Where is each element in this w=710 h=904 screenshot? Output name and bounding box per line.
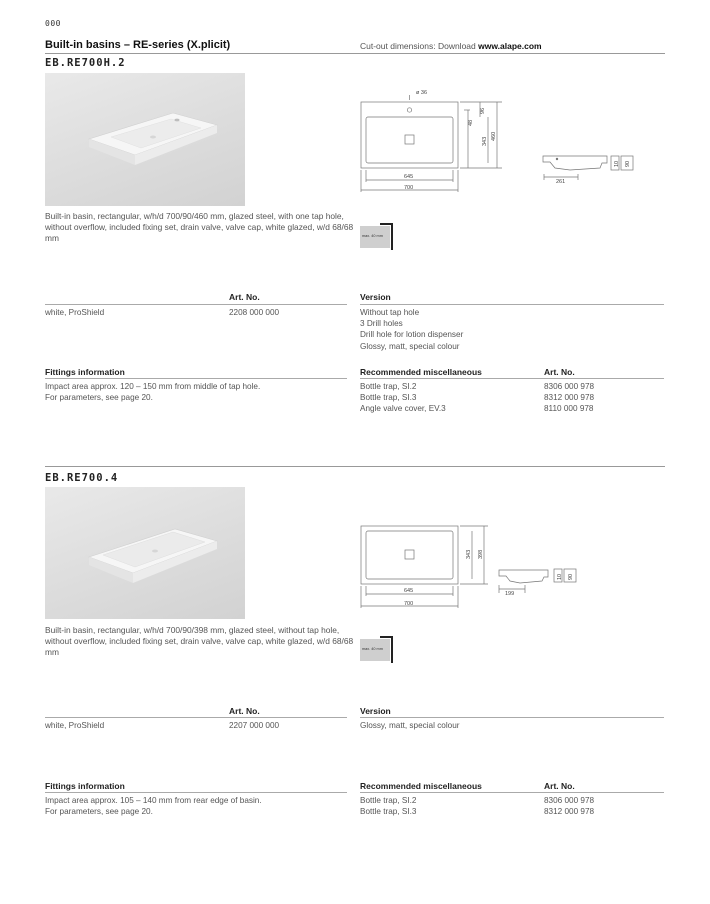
dim-tap: ø 36 <box>416 90 428 96</box>
fittings-header: Fittings information <box>45 367 125 377</box>
misc-art: 8110 000 978 <box>544 404 594 414</box>
product-model: EB.RE700H.2 <box>45 57 126 69</box>
misc-item: Bottle trap, SI.2 <box>360 796 417 805</box>
misc-header: Recommended miscellaneous <box>360 781 482 791</box>
dim-343: 343 <box>466 549 472 559</box>
art-rule <box>45 717 347 718</box>
art-rule <box>45 304 347 305</box>
misc-arts <box>544 795 594 817</box>
tap-hole <box>407 108 411 112</box>
section-divider <box>45 466 665 467</box>
misc-item: Angle valve cover, EV.3 <box>360 404 446 414</box>
version-rule <box>360 717 664 718</box>
misc-art: 8306 000 978 <box>544 796 595 805</box>
version-item: Without tap hole <box>360 308 420 317</box>
dim-343: 343 <box>482 136 488 146</box>
product-description: Built-in basin, rectangular, w/h/d 700/90/398 mm, glazed steel, without tap hole, without overflow, included fixing set, drain valve, valve cap, white glazed, w/d 68/68 mm <box>45 625 354 657</box>
dim-398: 398 <box>478 549 484 559</box>
art-no-header: Art. No. <box>229 292 260 302</box>
bowl-outline <box>366 531 453 579</box>
dim-10: 10 <box>557 573 563 580</box>
drain-square <box>405 550 414 559</box>
misc-rule <box>360 792 664 793</box>
fittings-text <box>45 381 260 403</box>
art-no-header: Art. No. <box>229 706 260 716</box>
drain-square <box>405 135 414 144</box>
max-thickness-label: max. 40 mm <box>362 234 383 238</box>
dim-outer-width: 700 <box>404 601 414 607</box>
max-thickness-detail <box>360 633 406 667</box>
variant-label: white, ProShield <box>45 308 105 317</box>
variant-label: white, ProShield <box>45 721 105 730</box>
dim-90: 90 <box>625 160 631 167</box>
fittings-text <box>45 795 262 817</box>
page-title: Built-in basins – RE-series (X.plicit) <box>45 39 231 51</box>
fittings-line: Impact area approx. 105 – 140 mm from rear edge of basin. <box>45 796 262 805</box>
product-description: Built-in basin, rectangular, w/h/d 700/90/460 mm, glazed steel, with one tap hole, without overflow, included fixing set, drain valve, valve cap, white glazed, w/d 68/68 mm <box>45 211 354 243</box>
max-thickness-detail <box>360 220 406 254</box>
fittings-header: Fittings information <box>45 781 125 791</box>
product-model: EB.RE700.4 <box>45 472 119 484</box>
side-view <box>543 156 607 170</box>
misc-header: Recommended miscellaneous <box>360 367 482 377</box>
version-rule <box>360 304 664 305</box>
cutout-prefix: Cut-out dimensions: Download <box>360 41 479 51</box>
fittings-rule <box>45 378 347 379</box>
header-rule <box>45 53 665 54</box>
basin-image <box>45 73 245 206</box>
dim-inner-width: 645 <box>404 588 414 594</box>
fittings-line: For parameters, see page 20. <box>45 393 153 403</box>
version-header: Version <box>360 292 391 302</box>
version-header: Version <box>360 706 391 716</box>
misc-art: 8312 000 978 <box>544 807 595 817</box>
side-view <box>499 570 548 583</box>
misc-art: 8306 000 978 <box>544 382 595 391</box>
version-item: 3 Drill holes <box>360 319 403 329</box>
misc-art: 8312 000 978 <box>544 393 595 403</box>
art-number: 2207 000 000 <box>229 721 280 730</box>
dim-10: 10 <box>614 160 620 167</box>
max-thickness-label: max. 40 mm <box>362 647 383 651</box>
fittings-line: Impact area approx. 120 – 150 mm from middle of tap hole. <box>45 382 261 391</box>
version-list <box>360 307 463 352</box>
bowl-outline <box>366 117 453 163</box>
fittings-rule <box>45 792 347 793</box>
misc-item: Bottle trap, SI.3 <box>360 807 417 817</box>
product-photo <box>45 73 245 206</box>
product-photo <box>45 487 245 619</box>
version-list <box>360 720 460 731</box>
misc-names <box>360 381 446 415</box>
basin-outline <box>361 526 458 584</box>
dim-outer-width: 700 <box>404 185 414 191</box>
dim-side-width: 261 <box>556 179 566 185</box>
misc-arts <box>544 381 594 415</box>
dim-90: 90 <box>568 573 574 580</box>
dim-96: 96 <box>480 107 486 114</box>
misc-item: Bottle trap, SI.3 <box>360 393 417 403</box>
misc-art-header: Art. No. <box>544 367 575 377</box>
dim-inner-width: 645 <box>404 174 414 180</box>
technical-drawing <box>360 522 660 617</box>
page-number: 000 <box>45 19 61 28</box>
dim-460: 460 <box>491 131 497 141</box>
version-item: Glossy, matt, special colour <box>360 721 460 730</box>
misc-item: Bottle trap, SI.2 <box>360 382 417 391</box>
dim-side-width: 199 <box>505 591 515 597</box>
art-number: 2208 000 000 <box>229 308 280 317</box>
misc-rule <box>360 378 664 379</box>
basin-image <box>45 487 245 619</box>
misc-names <box>360 795 416 817</box>
version-item: Glossy, matt, special colour <box>360 341 460 351</box>
cutout-link[interactable]: www.alape.com <box>478 41 542 51</box>
misc-art-header: Art. No. <box>544 781 575 791</box>
dim-48: 48 <box>468 119 474 126</box>
version-item: Drill hole for lotion dispenser <box>360 330 464 340</box>
fittings-line: For parameters, see page 20. <box>45 807 153 817</box>
cutout-info <box>360 41 542 51</box>
